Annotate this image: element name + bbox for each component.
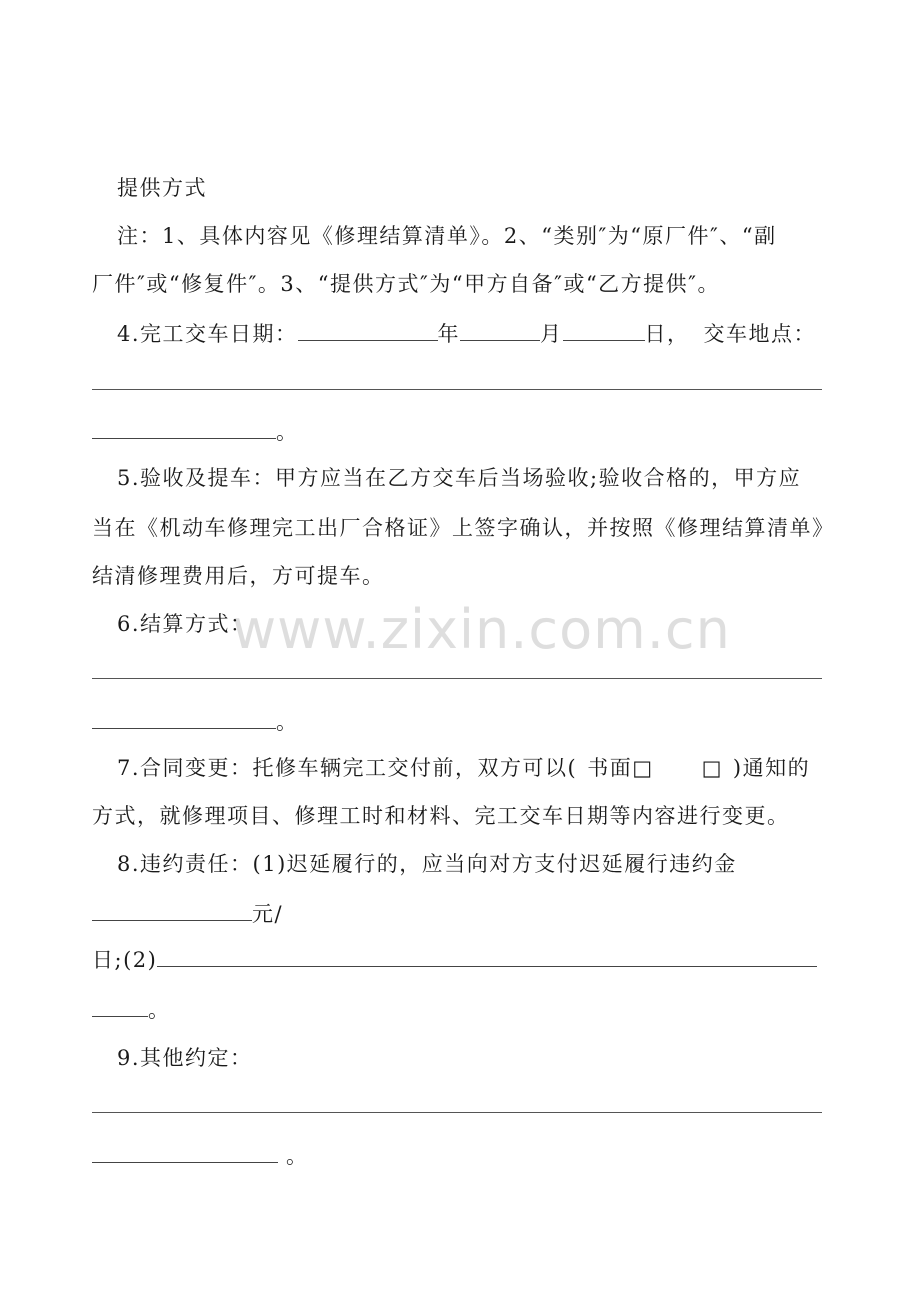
delivery-place-label: 交车地点： bbox=[703, 322, 817, 346]
written-checkbox[interactable]: □ bbox=[632, 756, 654, 780]
penalty-amount-blank[interactable] bbox=[92, 900, 252, 921]
item-8-line-3 bbox=[92, 946, 817, 974]
item-8-penalty bbox=[92, 900, 283, 928]
penalty-unit: 元/ bbox=[252, 902, 284, 926]
item-9-label: 9.其他约定： bbox=[117, 1046, 253, 1070]
item-7-tail: )通知的 bbox=[732, 756, 811, 780]
item-8-day-label: 日;(2) bbox=[92, 948, 158, 972]
note-line-1: 注：1、具体内容见《修理结算清单》。2、“类别″为“原厂件″、“副 bbox=[117, 224, 777, 248]
day-label: 日， bbox=[644, 322, 690, 346]
delivery-place-end bbox=[92, 418, 299, 446]
other-checkbox[interactable]: □ bbox=[701, 756, 723, 780]
item-6-label: 6.结算方式： bbox=[117, 612, 253, 636]
item-7-line-2: 方式，就修理项目、修理工时和材料、完工交车日期等内容进行变更。 bbox=[92, 804, 790, 828]
other-terms-blank-2[interactable] bbox=[92, 1142, 278, 1163]
year-label: 年 bbox=[437, 322, 461, 346]
supply-method-heading: 提供方式 bbox=[117, 176, 207, 200]
liability-blank[interactable] bbox=[157, 946, 817, 967]
liability-blank-2[interactable] bbox=[92, 996, 148, 1017]
item-7-text: 7.合同变更：托修车辆完工交付前，双方可以( bbox=[117, 756, 578, 780]
period: 。 bbox=[286, 1144, 309, 1168]
item-4-label: 4.完工交车日期： bbox=[117, 322, 298, 346]
period: 。 bbox=[276, 420, 299, 444]
other-terms-blank[interactable] bbox=[92, 1112, 822, 1113]
settlement-end bbox=[92, 708, 299, 736]
month-label: 月 bbox=[540, 322, 563, 346]
item-7-line-1 bbox=[117, 754, 810, 782]
written-option: 书面 bbox=[587, 756, 633, 780]
item-4-completion-date bbox=[117, 320, 816, 348]
day-blank[interactable] bbox=[563, 320, 645, 341]
item-5-line-2: 当在《机动车修理完工出厂合格证》上签字确认，并按照《修理结算清单》 bbox=[92, 516, 835, 540]
item-5-line-1: 5.验收及提车：甲方应当在乙方交车后当场验收;验收合格的，甲方应 bbox=[117, 466, 802, 490]
month-blank[interactable] bbox=[460, 320, 540, 341]
watermark: www.zixin.com.cn bbox=[232, 598, 731, 661]
other-terms-end bbox=[92, 1142, 309, 1170]
delivery-place-blank[interactable] bbox=[92, 389, 822, 390]
year-blank[interactable] bbox=[298, 320, 438, 341]
liability-end bbox=[92, 996, 171, 1024]
delivery-place-blank-2[interactable] bbox=[92, 418, 276, 439]
item-8-line-1: 8.违约责任：(1)迟延履行的，应当向对方支付迟延履行违约金 bbox=[117, 852, 737, 876]
settlement-blank-2[interactable] bbox=[92, 708, 276, 729]
period: 。 bbox=[148, 998, 171, 1022]
item-5-line-3: 结清修理费用后，方可提车。 bbox=[92, 564, 385, 588]
period: 。 bbox=[276, 710, 299, 734]
settlement-blank[interactable] bbox=[92, 678, 822, 679]
note-line-2: 厂件″或“修复件″。3、“提供方式″为“甲方自备″或“乙方提供″。 bbox=[92, 272, 721, 296]
